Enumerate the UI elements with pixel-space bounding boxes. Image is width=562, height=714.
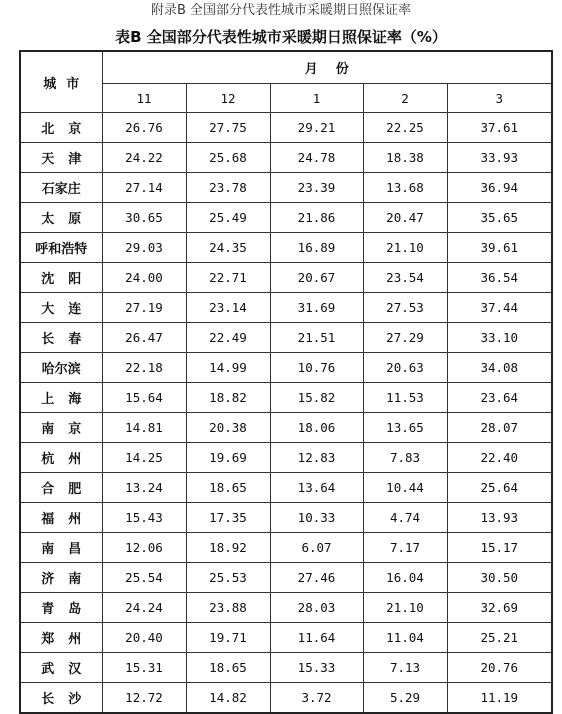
- city-name-cell: 石家庄: [20, 173, 102, 203]
- table-row: [20, 623, 552, 653]
- value-cell: 27.46: [270, 563, 363, 593]
- city-name-cell: 南昌: [20, 533, 102, 563]
- value-cell: 18.65: [186, 653, 270, 683]
- value-cell: 26.47: [102, 323, 186, 353]
- value-cell: 15.82: [270, 383, 363, 413]
- value-cell: 10.76: [270, 353, 363, 383]
- value-cell: 18.65: [186, 473, 270, 503]
- value-cell: 3.72: [270, 683, 363, 714]
- table-row: [20, 443, 552, 473]
- value-cell: 13.65: [363, 413, 447, 443]
- month-header-jan: 1: [270, 84, 363, 113]
- value-cell: 24.00: [102, 263, 186, 293]
- city-name-cell: 杭州: [20, 443, 102, 473]
- month-header-dec: 12: [186, 84, 270, 113]
- value-cell: 12.83: [270, 443, 363, 473]
- value-cell: 7.17: [363, 533, 447, 563]
- value-cell: 21.10: [363, 233, 447, 263]
- value-cell: 13.64: [270, 473, 363, 503]
- table-body: [20, 113, 552, 714]
- value-cell: 14.99: [186, 353, 270, 383]
- value-cell: 13.68: [363, 173, 447, 203]
- value-cell: 21.51: [270, 323, 363, 353]
- city-name-cell: 长春: [20, 323, 102, 353]
- value-cell: 26.76: [102, 113, 186, 143]
- city-name-cell: 沈阳: [20, 263, 102, 293]
- value-cell: 11.19: [447, 683, 552, 714]
- city-name-cell: 长沙: [20, 683, 102, 714]
- page-header: 附录B 全国部分代表性城市采暖期日照保证率: [150, 3, 412, 18]
- value-cell: 35.65: [447, 203, 552, 233]
- month-header-nov: 11: [102, 84, 186, 113]
- value-cell: 15.33: [270, 653, 363, 683]
- value-cell: 27.19: [102, 293, 186, 323]
- table-row: [20, 203, 552, 233]
- city-name-cell: 合肥: [20, 473, 102, 503]
- table-row: [20, 563, 552, 593]
- value-cell: 4.74: [363, 503, 447, 533]
- month-header-mar: 3: [447, 84, 552, 113]
- value-cell: 23.54: [363, 263, 447, 293]
- value-cell: 22.49: [186, 323, 270, 353]
- value-cell: 18.06: [270, 413, 363, 443]
- table-row: [20, 473, 552, 503]
- value-cell: 29.03: [102, 233, 186, 263]
- value-cell: 22.18: [102, 353, 186, 383]
- value-cell: 33.93: [447, 143, 552, 173]
- value-cell: 24.78: [270, 143, 363, 173]
- value-cell: 11.64: [270, 623, 363, 653]
- table-row: [20, 233, 552, 263]
- table-row: [20, 143, 552, 173]
- value-cell: 30.50: [447, 563, 552, 593]
- value-cell: 18.38: [363, 143, 447, 173]
- value-cell: 25.68: [186, 143, 270, 173]
- value-cell: 16.04: [363, 563, 447, 593]
- value-cell: 22.40: [447, 443, 552, 473]
- city-name-cell: 南京: [20, 413, 102, 443]
- value-cell: 10.44: [363, 473, 447, 503]
- city-name-cell: 北京: [20, 113, 102, 143]
- table-title: 表B 全国部分代表性城市采暖期日照保证率（%）: [115, 28, 447, 46]
- table-row: [20, 383, 552, 413]
- value-cell: 15.31: [102, 653, 186, 683]
- value-cell: 32.69: [447, 593, 552, 623]
- value-cell: 37.44: [447, 293, 552, 323]
- city-name-cell: 福州: [20, 503, 102, 533]
- value-cell: 25.49: [186, 203, 270, 233]
- value-cell: 36.94: [447, 173, 552, 203]
- value-cell: 22.25: [363, 113, 447, 143]
- value-cell: 29.21: [270, 113, 363, 143]
- month-header-feb: 2: [363, 84, 447, 113]
- value-cell: 7.83: [363, 443, 447, 473]
- value-cell: 21.10: [363, 593, 447, 623]
- value-cell: 28.03: [270, 593, 363, 623]
- value-cell: 14.25: [102, 443, 186, 473]
- value-cell: 22.71: [186, 263, 270, 293]
- value-cell: 19.71: [186, 623, 270, 653]
- city-name-cell: 哈尔滨: [20, 353, 102, 383]
- city-name-cell: 呼和浩特: [20, 233, 102, 263]
- value-cell: 24.24: [102, 593, 186, 623]
- table-row: [20, 353, 552, 383]
- table-row: [20, 533, 552, 563]
- month-group-header: 月份: [102, 51, 552, 84]
- value-cell: 23.39: [270, 173, 363, 203]
- value-cell: 13.93: [447, 503, 552, 533]
- value-cell: 23.88: [186, 593, 270, 623]
- table-row: [20, 263, 552, 293]
- value-cell: 15.64: [102, 383, 186, 413]
- value-cell: 37.61: [447, 113, 552, 143]
- value-cell: 27.29: [363, 323, 447, 353]
- value-cell: 15.17: [447, 533, 552, 563]
- value-cell: 25.21: [447, 623, 552, 653]
- city-name-cell: 郑州: [20, 623, 102, 653]
- value-cell: 14.81: [102, 413, 186, 443]
- value-cell: 27.75: [186, 113, 270, 143]
- value-cell: 27.14: [102, 173, 186, 203]
- value-cell: 18.92: [186, 533, 270, 563]
- value-cell: 23.14: [186, 293, 270, 323]
- value-cell: 31.69: [270, 293, 363, 323]
- value-cell: 30.65: [102, 203, 186, 233]
- value-cell: 28.07: [447, 413, 552, 443]
- table-row: [20, 683, 552, 714]
- value-cell: 11.53: [363, 383, 447, 413]
- city-name-cell: 太原: [20, 203, 102, 233]
- value-cell: 36.54: [447, 263, 552, 293]
- value-cell: 15.43: [102, 503, 186, 533]
- table-row: [20, 413, 552, 443]
- city-name-cell: 天津: [20, 143, 102, 173]
- value-cell: 33.10: [447, 323, 552, 353]
- value-cell: 24.35: [186, 233, 270, 263]
- value-cell: 20.67: [270, 263, 363, 293]
- table-row: [20, 113, 552, 143]
- value-cell: 20.38: [186, 413, 270, 443]
- city-name-cell: 济南: [20, 563, 102, 593]
- value-cell: 27.53: [363, 293, 447, 323]
- city-column-header: 城市: [20, 51, 102, 113]
- sunshine-rate-table: [19, 50, 553, 714]
- value-cell: 20.63: [363, 353, 447, 383]
- value-cell: 20.76: [447, 653, 552, 683]
- value-cell: 6.07: [270, 533, 363, 563]
- value-cell: 20.47: [363, 203, 447, 233]
- value-cell: 14.82: [186, 683, 270, 714]
- value-cell: 18.82: [186, 383, 270, 413]
- value-cell: 21.86: [270, 203, 363, 233]
- value-cell: 19.69: [186, 443, 270, 473]
- value-cell: 5.29: [363, 683, 447, 714]
- city-name-cell: 大连: [20, 293, 102, 323]
- value-cell: 10.33: [270, 503, 363, 533]
- value-cell: 34.08: [447, 353, 552, 383]
- city-name-cell: 上海: [20, 383, 102, 413]
- value-cell: 7.13: [363, 653, 447, 683]
- table-row: [20, 593, 552, 623]
- value-cell: 25.54: [102, 563, 186, 593]
- value-cell: 12.06: [102, 533, 186, 563]
- table-row: [20, 173, 552, 203]
- value-cell: 11.04: [363, 623, 447, 653]
- table-row: [20, 653, 552, 683]
- value-cell: 13.24: [102, 473, 186, 503]
- table-row: [20, 323, 552, 353]
- value-cell: 16.89: [270, 233, 363, 263]
- value-cell: 24.22: [102, 143, 186, 173]
- value-cell: 12.72: [102, 683, 186, 714]
- table-row: [20, 503, 552, 533]
- value-cell: 25.64: [447, 473, 552, 503]
- value-cell: 23.78: [186, 173, 270, 203]
- value-cell: 17.35: [186, 503, 270, 533]
- city-name-cell: 青岛: [20, 593, 102, 623]
- value-cell: 20.40: [102, 623, 186, 653]
- table-row: [20, 293, 552, 323]
- city-name-cell: 武汉: [20, 653, 102, 683]
- value-cell: 39.61: [447, 233, 552, 263]
- value-cell: 23.64: [447, 383, 552, 413]
- value-cell: 25.53: [186, 563, 270, 593]
